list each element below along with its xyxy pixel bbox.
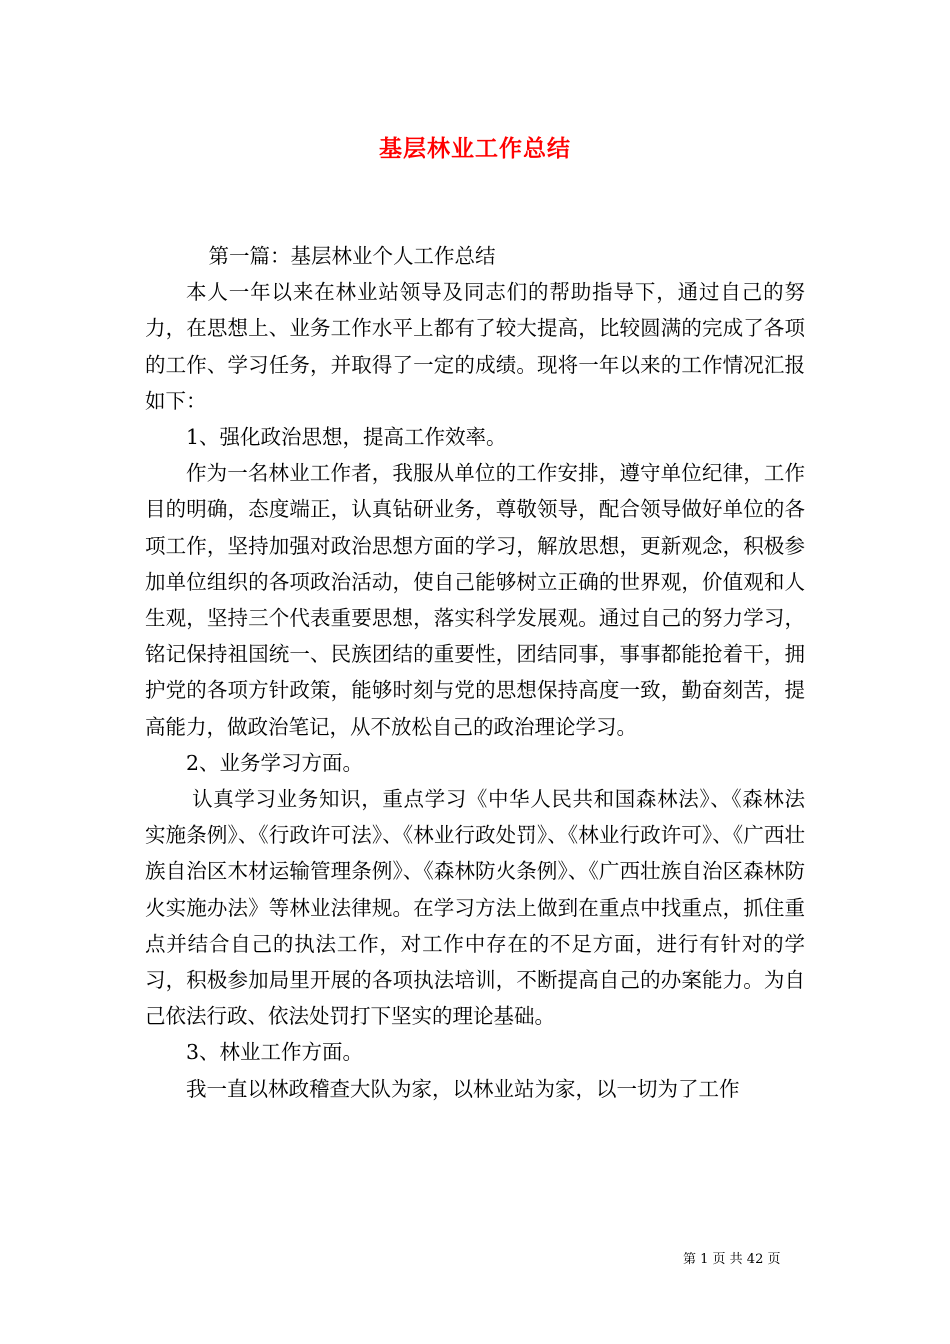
document-body: [145, 238, 805, 1107]
paragraph-politics: 作为一名林业工作者，我服从单位的工作安排，遵守单位纪律，工作目的明确，态度端正，认真钻研业务，尊敬领导，配合领导做好单位的各项工作，坚持加强对政治思想方面的学习，解放思想，更新观念，积极参加单位组织的各项政治活动，使自己能够树立正确的世界观，价值观和人生观，坚持三个代表重要思想，落实科学发展观。通过自己的努力学习，铭记保持祖国统一、民族团结的重要性，团结同事，事事都能抢着干，拥护党的各项方针政策，能够时刻与党的思想保持高度一致，勤奋刻苦，提高能力，做政治笔记，从不放松自己的政治理论学习。: [145, 461, 805, 739]
page-number: 第 1 页 共 42 页: [683, 1252, 781, 1267]
document-title: 基层林业工作总结: [379, 136, 571, 162]
paragraph-forestry-work: 我一直以林政稽查大队为家，以林业站为家，以一切为了工作: [186, 1076, 740, 1101]
paragraph-intro: 本人一年以来在林业站领导及同志们的帮助指导下，通过自己的努力，在思想上、业务工作水平上都有了较大提高，比较圆满的完成了各项的工作、学习任务，并取得了一定的成绩。现将一年以来的工作情况汇报如下：: [145, 280, 805, 413]
section-subtitle: 第一篇：基层林业个人工作总结: [208, 244, 496, 268]
heading-forestry-work: 3、林业工作方面。: [186, 1040, 364, 1065]
heading-politics: 1、强化政治思想，提高工作效率。: [186, 425, 507, 450]
heading-study: 2、业务学习方面。: [186, 750, 364, 775]
paragraph-study: 认真学习业务知识，重点学习《中华人民共和国森林法》、《森林法实施条例》、《行政许可法》、《林业行政处罚》、《林业行政许可》、《广西壮族自治区木材运输管理条例》、《森林防火条例》、《广西壮族自治区森林防火实施办法》等林业法律规。在学习方法上做到在重点中找重点，抓住重点并结合自己的执法工作，对工作中存在的不足方面，进行有针对的学习，积极参加局里开展的各项执法培训，不断提高自己的办案能力。为自己依法行政、依法处罚打下坚实的理论基础。: [145, 787, 805, 1029]
